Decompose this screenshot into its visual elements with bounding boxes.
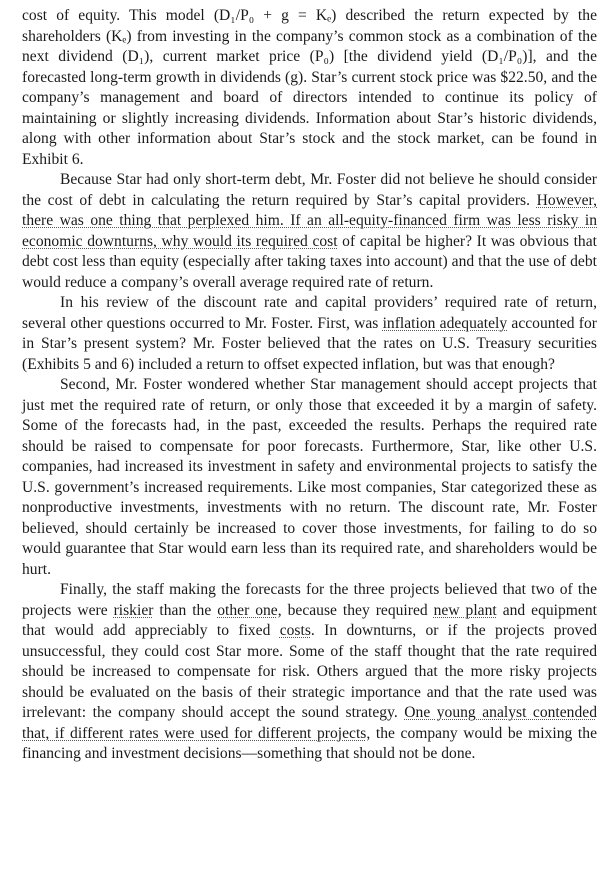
paragraph-cost-of-debt	[22, 170, 597, 293]
text-run: , the company would be mixing the financing and investment decisions—something that should not be done.	[22, 724, 597, 762]
text-run: than the	[153, 601, 218, 619]
handwritten-underline: costs	[279, 622, 311, 639]
handwritten-underline: One young analyst contended that, if different rates were used for different projects	[22, 704, 597, 742]
paragraph-margin-of-safety	[22, 375, 597, 580]
text-run: of capital be higher? It was obvious that debt cost less than equity (especially after taking taxes into account) and that the use of debt would reduce a company’s overall average required rate of return.	[22, 232, 597, 291]
text-run: Finally, the staff making the forecasts for the three projects believed that two of the projects were	[22, 581, 597, 619]
handwritten-underline: new plant	[433, 601, 497, 619]
paragraph-project-risk	[22, 580, 597, 765]
handwritten-underline: riskier	[113, 601, 154, 619]
text-run: cost of equity. This model (D₁/P₀ + g = Kₑ) described the return expected by the shareholders (Kₑ) from investing in the company’s common stock as a combination of the next dividend (D₁), current market price (P₀) [the dividend yield (D₁/P₀)], and the forecasted long-term growth in dividends (g). Star’s current stock price was $22.50, and the company’s management and board of directors intended to continue its policy of maintaining or slightly increasing dividends. Information about Star’s historic dividends, along with other information about Star’s stock and the stock market, can be found in Exhibit 6.	[22, 7, 597, 168]
text-run: accounted for in Star’s present system? Mr. Foster believed that the rates on U.S. Treasury securities (Exhibits 5 and 6) included a return to offset expected inflation, but was that enough?	[22, 314, 597, 373]
handwritten-underline: other one	[217, 601, 278, 619]
text-run: In his review of the discount rate and capital providers’ required rate of return, several other questions occurred to Mr. Foster. First, was	[22, 294, 597, 332]
text-run: Because Star had only short-term debt, Mr. Foster did not believe he should consider the cost of debt in calculating the return required by Star’s capital providers.	[22, 171, 597, 209]
handwritten-underline: However, there was one thing that perplexed him. If an all-equity-financed firm was less risky in economic downturns, why would its required cost	[22, 191, 597, 250]
text-run: and equipment that would add appreciably to fixed	[22, 601, 597, 639]
text-run: Second, Mr. Foster wondered whether Star management should accept projects that just met the required rate of return, or only those that exceeded it by a margin of safety. Some of the forecasts had, in the past, exceeded the results. Perhaps the required rate should be raised to compensate for poor forecasts. Furthermore, Star, like other U.S. companies, had increased its investment in safety and environmental projects to satisfy the U.S. government’s increased requirements. Like most companies, Star categorized these as nonproductive investments, investments with no return. The discount rate, Mr. Foster believed, should certainly be increased to cover those investments, for failing to do so would guarantee that Star would earn less than its required rate, and shareholders would be hurt.	[22, 376, 597, 578]
text-run: , because they required	[277, 601, 434, 619]
text-run: . In downturns, or if the projects proved unsuccessful, they could cost Star more. Some of the staff thought that the rate required should be increased to compensate for risk. Others argued that the more risky projects should be evaluated on the basis of their strategic importance and that the rate used was irrelevant: the company should accept the sound strategy.	[22, 622, 598, 721]
paragraph-cost-of-equity	[22, 6, 597, 170]
handwritten-underline: inflation adequately	[382, 314, 508, 332]
paragraph-inflation	[22, 293, 597, 375]
